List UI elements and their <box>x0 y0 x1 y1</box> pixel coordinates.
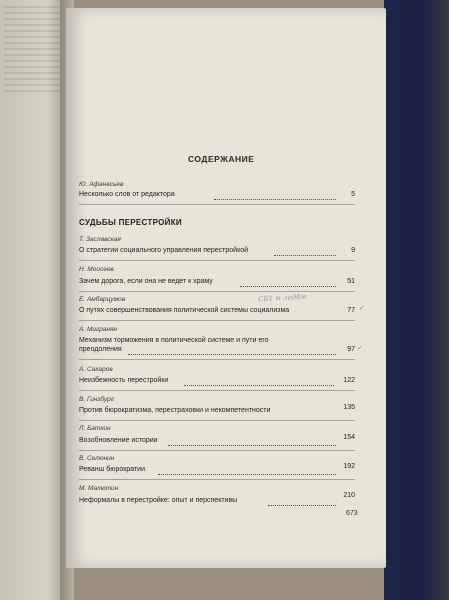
entry-title: О стратегии социального управления перестройкой <box>79 247 249 254</box>
handwritten-note: СБ1 м лодбм <box>257 292 307 304</box>
entry-title: О путях совершенствования политической системы социализма <box>79 307 290 314</box>
pencil-checkmark-icon: ✓ <box>359 305 365 312</box>
left-page <box>0 0 66 600</box>
leader-dots <box>168 445 336 446</box>
entry-page: 5 <box>351 191 355 198</box>
divider <box>79 204 355 205</box>
divider <box>79 260 355 261</box>
leader-dots <box>274 255 336 256</box>
pencil-checkmark-icon: ✓ <box>357 345 363 352</box>
divider <box>79 390 355 391</box>
entry-title: Неформалы в перестройке: опыт и перспективы <box>79 497 238 504</box>
entry-author: Е. Амбарцумов <box>79 296 126 303</box>
divider <box>79 420 355 421</box>
divider <box>79 479 355 480</box>
leader-dots <box>214 199 336 200</box>
divider <box>79 320 355 321</box>
entry-page: 154 <box>343 434 355 441</box>
entry-page: 51 <box>347 278 355 285</box>
entry-page: 210 <box>343 492 355 499</box>
left-page-text-fragment <box>4 6 62 96</box>
divider <box>79 359 355 360</box>
entry-title: Зачем дорога, если она не ведет к храму <box>79 278 213 285</box>
entry-author: А. Сахаров <box>79 366 113 373</box>
leader-dots <box>240 286 336 287</box>
contents-heading: СОДЕРЖАНИЕ <box>188 154 255 164</box>
leader-dots <box>268 505 336 506</box>
entry-title: Несколько слов от редактора <box>79 191 175 198</box>
entry-title: Возобновление истории <box>79 437 158 444</box>
book-cover-edge <box>384 0 449 600</box>
entry-title: Неизбежность перестройки <box>79 377 169 384</box>
leader-dots <box>128 354 336 355</box>
entry-page: 135 <box>343 404 355 411</box>
entry-page: 9 <box>351 247 355 254</box>
entry-title-continued: преодоления <box>79 346 122 353</box>
entry-author: Н. Моисеев <box>79 266 114 273</box>
divider <box>79 450 355 451</box>
entry-title: Против бюрократизма, перестраховки и некомпетентности <box>79 407 271 414</box>
section-title: СУДЬБЫ ПЕРЕСТРОЙКИ <box>79 218 182 227</box>
leader-dots <box>158 474 336 475</box>
entry-title: Механизм торможения в политической системе и пути его <box>79 337 269 344</box>
entry-author: В. Селюнин <box>79 455 115 462</box>
leader-dots <box>184 385 334 386</box>
entry-author: Л. Баткин <box>79 425 111 432</box>
contents-page <box>66 8 386 568</box>
entry-title: Реванш бюрократии <box>79 466 145 473</box>
divider <box>79 291 355 292</box>
entry-page: 77 <box>347 307 355 314</box>
page-folio: 673 <box>346 510 358 517</box>
entry-page: 122 <box>343 377 355 384</box>
entry-author: В. Гинзбург <box>79 396 114 403</box>
entry-author: А. Мигранян <box>79 326 118 333</box>
entry-author: Ю. Афанасьев <box>79 181 124 188</box>
entry-page: 192 <box>343 463 355 470</box>
entry-author: М. Малютин <box>79 485 119 492</box>
entry-page: 97 <box>347 346 355 353</box>
entry-author: Т. Заславская <box>79 236 121 243</box>
